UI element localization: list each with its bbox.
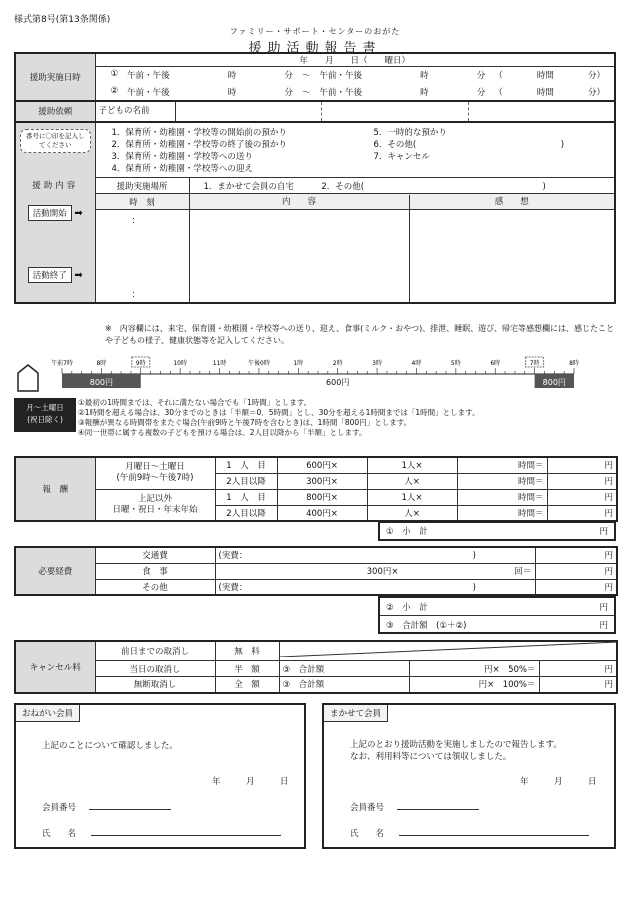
cancel-when: 前日までの取消し	[95, 641, 215, 661]
activity-end-button: 活動終了	[28, 267, 72, 283]
minute-close: 分）	[588, 87, 606, 98]
member-name-row[interactable]	[42, 827, 281, 839]
yen-unit[interactable]: 円	[535, 579, 617, 595]
arrow-right-icon: ➡	[74, 269, 83, 281]
child-name-field-1[interactable]	[176, 102, 323, 121]
ampm-choice[interactable]: 午前・午後	[319, 87, 363, 98]
tick-label: 10時	[173, 360, 187, 367]
fee-who: 2人目以降	[215, 473, 277, 489]
options-right	[374, 127, 615, 175]
row-number: ②	[110, 85, 119, 96]
activity-table	[14, 52, 616, 304]
time-row-2[interactable]	[95, 84, 615, 101]
child-name-label: 子どもの名前	[96, 102, 176, 121]
member-name-field[interactable]	[399, 835, 589, 836]
organization-name: ファミリー・サポート・センターのおがた	[229, 27, 401, 36]
yen-unit[interactable]: 円	[535, 563, 617, 579]
date-line[interactable]: 年 月 日（ 曜日）	[95, 53, 615, 67]
paren: （	[494, 71, 503, 82]
activity-start-button: 活動開始	[28, 205, 72, 221]
hour-unit: 時	[227, 71, 237, 82]
cancel-rate: 無 料	[215, 641, 279, 661]
holiday-fee-label: 上記以外 日曜・祝日・年末年始	[95, 489, 215, 521]
impression-col-header: 感 想	[494, 196, 529, 207]
transport-value[interactable]: (実費： )	[215, 547, 535, 563]
requesting-member-tab: おねがい会員	[16, 705, 80, 722]
fee-rate: 300円×	[277, 473, 367, 489]
tick-label: 3時	[372, 360, 382, 367]
option-5[interactable]: 5．一時的な預かり	[373, 127, 447, 138]
tick-label: 8時	[96, 360, 107, 367]
cancel-pct[interactable]: 円× 100%＝	[409, 677, 539, 693]
meal-label: 食 事	[95, 563, 215, 579]
transport-label: 交通費	[95, 547, 215, 563]
yen-unit[interactable]: 円	[535, 547, 617, 563]
time-col-header: 時 刻	[95, 194, 189, 210]
end-marker	[18, 267, 93, 283]
form-number: 様式第8号(第13条関係)	[14, 15, 111, 25]
other-label: その他	[95, 579, 215, 595]
child-name-row[interactable]	[95, 101, 615, 122]
cancel-table	[14, 640, 618, 694]
content-note: ※ 内容欄には、来宅、保育園・幼稚園・学校等への送り、迎え、食事(ミルク・おやつ)、排泄、睡眠、遊び、帰宅等感想欄には、感じたことや子どもの様子、健康状態等を記入してください。	[105, 324, 614, 345]
fee-hours[interactable]: 時間＝	[457, 457, 547, 473]
tick-label: 午前7時	[51, 360, 73, 367]
fee-who: 1 人 目	[215, 489, 277, 505]
paren: （	[494, 87, 503, 98]
cancel-rate: 半 額	[215, 661, 279, 677]
fee-yen[interactable]: 円	[547, 505, 617, 521]
tilde: ～	[301, 87, 311, 98]
cancel-rate: 全 額	[215, 677, 279, 693]
expenses-label: 必要経費	[15, 547, 95, 595]
options-left	[112, 127, 374, 175]
row-number: ①	[110, 69, 119, 80]
content-col-header: 内 容	[190, 195, 410, 209]
late-price-label: 800円	[542, 378, 566, 387]
hour-unit: 時	[227, 87, 237, 98]
minute-unit: 分	[284, 87, 293, 98]
tick-label: 午後0時	[248, 360, 270, 367]
member-name-label: 氏 名	[350, 829, 385, 839]
cancel-label: キャンセル料	[15, 641, 95, 693]
providing-member-box	[322, 703, 616, 849]
request-label: 援助依頼	[15, 101, 95, 122]
rule-4: ④同一世帯に属する複数の子どもを預ける場合は、2人目以降から「半額」とします。	[78, 428, 367, 437]
fee-persons[interactable]: 1人×	[367, 457, 457, 473]
circle-instruction-note: 番号に〇印を記入してください	[20, 129, 91, 153]
report-text: 上記のとおり援助活動を実施しましたので報告します。 なお、利用料等については領収しました。	[350, 740, 562, 762]
member-id-field[interactable]	[397, 809, 479, 810]
member-name-field[interactable]	[91, 835, 281, 836]
rule-2: ②1時間を超える場合は、30分までのときは「半額＝0．5時間」とし、30分を超える1時間までは「1時間」とします。	[78, 408, 480, 417]
time-row-1[interactable]	[95, 67, 615, 84]
cancel-calc: ③ 合計額	[279, 677, 409, 693]
place-option-1[interactable]: 1．まかせて会員の自宅	[203, 181, 294, 192]
hours-unit: 時間	[536, 71, 554, 82]
report-date[interactable]: 年 月 日	[520, 777, 597, 787]
fee-rate: 600円×	[277, 457, 367, 473]
child-name-field-3[interactable]	[469, 102, 615, 121]
fee-hours[interactable]: 時間＝	[457, 489, 547, 505]
option-2[interactable]: 2．保育所・幼稚園・学校等の終了後の預かり	[111, 139, 287, 150]
yen-unit: 円	[599, 621, 608, 631]
expenses-subtotal[interactable]	[380, 598, 614, 616]
ampm-choice[interactable]: 午前・午後	[127, 71, 170, 82]
tick-label: 6時	[490, 360, 501, 367]
support-date-label: 援助実施日時	[15, 53, 95, 101]
fee-table	[14, 456, 618, 522]
place-options[interactable]	[189, 178, 615, 194]
fee-subtotal[interactable]	[378, 521, 616, 541]
hour-unit: 時	[420, 71, 429, 82]
ampm-choice[interactable]: 午前・午後	[127, 87, 170, 98]
fee-yen[interactable]: 円	[547, 489, 617, 505]
holiday-excluded-label: (祝日除く)	[27, 415, 63, 424]
yen-unit: 円	[599, 527, 608, 537]
tick-label: 11時	[212, 360, 227, 367]
fee-persons[interactable]: 人×	[367, 473, 457, 489]
confirm-date[interactable]: 年 月 日	[212, 777, 289, 787]
member-id-row[interactable]	[42, 801, 171, 813]
member-name-row[interactable]	[350, 827, 589, 839]
content-area[interactable]	[190, 210, 410, 302]
option-1[interactable]: 1．保育所・幼稚園・学校等の開始前の預かり	[111, 127, 287, 138]
fee-persons[interactable]: 人×	[367, 505, 457, 521]
home-arrow-icon	[18, 365, 38, 391]
tick-label: 8時	[569, 360, 579, 367]
minute-unit: 分	[476, 87, 486, 98]
grand-total[interactable]	[380, 616, 614, 634]
content-impression-header	[189, 194, 615, 210]
member-id-label: 会員番号	[350, 803, 385, 813]
requesting-member-box	[14, 703, 306, 849]
tick-label: 9時	[135, 360, 146, 367]
weekday-fee-label: 月曜日～土曜日 (午前9時～午後7時)	[95, 457, 215, 489]
fee-label: 報 酬	[15, 457, 95, 521]
minute-close: 分）	[588, 71, 606, 82]
cancel-when: 当日の取消し	[95, 661, 215, 677]
place-label: 援助実施場所	[95, 178, 189, 194]
content-label: 援助内容	[32, 180, 79, 191]
content-label-cell	[15, 122, 95, 304]
option-3[interactable]: 3．保育所・幼稚園・学校等への送り	[111, 151, 253, 162]
tick-label: 4時	[411, 360, 422, 367]
weekday-label: 月～土曜日	[26, 403, 64, 412]
providing-member-tab: まかせて会員	[324, 705, 388, 722]
cancel-yen[interactable]: 円	[539, 661, 617, 677]
member-id-field[interactable]	[89, 809, 171, 810]
cancel-calc: ③ 合計額	[279, 661, 409, 677]
fee-yen[interactable]: 円	[547, 457, 617, 473]
hour-unit: 時	[420, 87, 429, 98]
diagonal-line	[280, 642, 618, 657]
hours-unit: 時間	[536, 87, 554, 98]
fee-persons[interactable]: 1人×	[367, 489, 457, 505]
member-id-row[interactable]	[350, 801, 479, 813]
ampm-choice[interactable]: 午前・午後	[319, 71, 363, 82]
tick-label: 2時	[332, 360, 343, 367]
fee-yen[interactable]: 円	[547, 473, 617, 489]
option-7[interactable]: 7．キャンセル	[373, 151, 430, 162]
rule-3: ③報酬が異なる時間帯をまたぐ場合(午前9時と午後7時を含むとき)は、1時間「800円」とします。	[78, 418, 412, 427]
place-option-2[interactable]: 2．その他( )	[321, 181, 546, 192]
fee-hours[interactable]: 時間＝	[457, 473, 547, 489]
content-options[interactable]	[95, 122, 615, 178]
content-impression-area[interactable]	[189, 210, 615, 304]
cancel-yen[interactable]: 円	[539, 677, 617, 693]
arrow-right-icon: ➡	[74, 207, 83, 219]
fee-who: 2人目以降	[215, 505, 277, 521]
fee-rate: 400円×	[277, 505, 367, 521]
member-id-label: 会員番号	[42, 803, 77, 813]
weekday-box	[14, 398, 76, 432]
early-price-label: 800円	[89, 378, 114, 387]
minute-unit: 分	[284, 71, 293, 82]
cancel-when: 無断取消し	[95, 677, 215, 693]
tick-label: 1時	[293, 360, 304, 367]
meal-value[interactable]: 300円× 回＝	[215, 563, 535, 579]
minute-unit: 分	[476, 71, 486, 82]
impression-area[interactable]	[410, 210, 615, 302]
other-value[interactable]: (実費： )	[215, 579, 535, 595]
member-name-label: 氏 名	[42, 829, 77, 839]
time-entries[interactable]	[95, 210, 189, 304]
timeline-svg	[14, 347, 616, 399]
confirm-text: 上記のことについて確認しました。	[42, 741, 178, 751]
fee-subtotal-label: ① 小 計	[386, 527, 428, 537]
end-time-colon: ：	[131, 290, 141, 300]
expenses-totals[interactable]	[378, 596, 616, 634]
tick-label: 5時	[450, 360, 461, 367]
cancel-pct[interactable]: 円× 50%＝	[409, 661, 539, 677]
fee-hours[interactable]: 時間＝	[457, 505, 547, 521]
child-name-field-2[interactable]	[322, 102, 469, 121]
rule-1: ①最初の1時間までは、それに満たない場合でも「1時間」とします。	[78, 398, 312, 407]
cancel-free-cell	[279, 641, 617, 661]
tick-label: 7時	[529, 360, 540, 367]
fee-who: 1 人 目	[215, 457, 277, 473]
start-marker	[18, 205, 93, 221]
grand-total-label: ③ 合計額 (①＋②)	[386, 621, 467, 631]
fee-rate: 800円×	[277, 489, 367, 505]
fee-timeline	[14, 347, 616, 399]
option-4[interactable]: 4．保育所・幼稚園・学校等への迎え	[111, 163, 253, 174]
expenses-subtotal-label: ② 小 計	[386, 603, 428, 613]
mid-price-label: 600円	[326, 378, 350, 387]
page-title: 援助活動報告書	[248, 41, 382, 56]
start-time-colon: ：	[131, 216, 141, 226]
expenses-table	[14, 546, 618, 596]
tilde: ～	[301, 71, 311, 82]
yen-unit: 円	[599, 603, 608, 613]
fee-rules	[78, 398, 618, 438]
option-6[interactable]: 6．その他( )	[373, 139, 565, 150]
